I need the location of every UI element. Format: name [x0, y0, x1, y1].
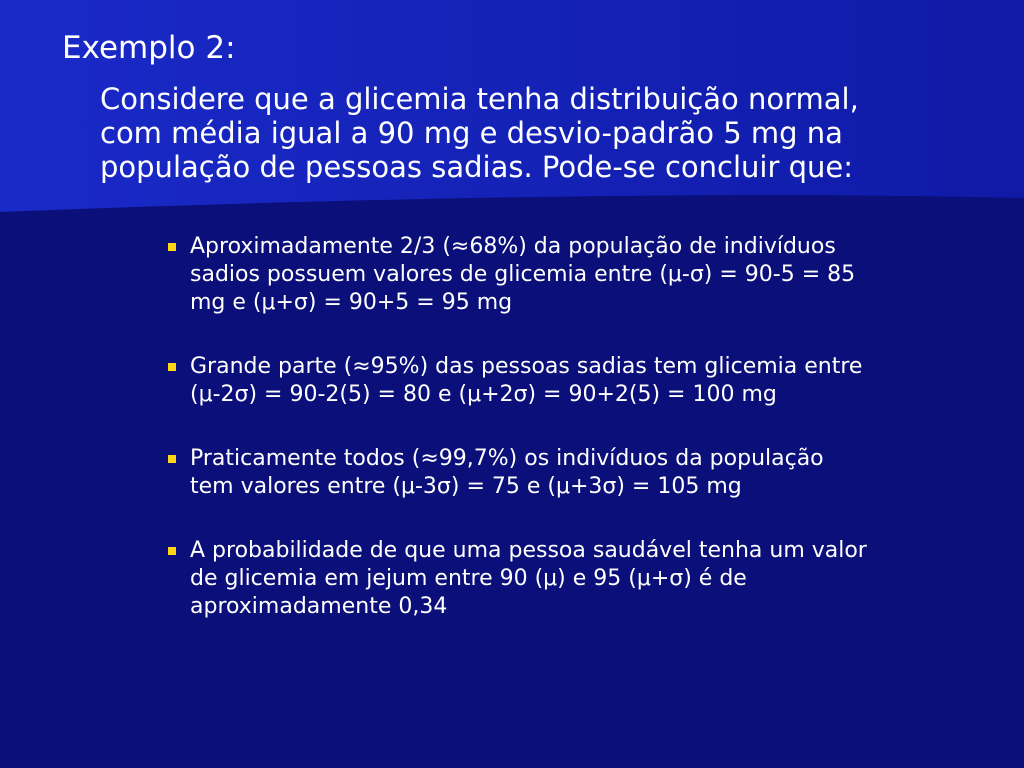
- intro-line: com média igual a 90 mg e desvio-padrão 5 mg na: [100, 116, 843, 150]
- intro-paragraph: [100, 82, 980, 184]
- list-item: [162, 537, 992, 621]
- bullet-line: sadios possuem valores de glicemia entre (μ-σ) = 90-5 = 85: [190, 262, 856, 287]
- conclusion-list: [162, 233, 992, 621]
- square-bullet-icon: [168, 363, 176, 371]
- bullet-line: Praticamente todos (≈99,7%) os indivíduos da população: [190, 446, 824, 471]
- intro-line: Considere que a glicemia tenha distribuição normal,: [100, 82, 859, 116]
- square-bullet-icon: [168, 455, 176, 463]
- bullet-line: mg e (μ+σ) = 90+5 = 95 mg: [190, 290, 513, 315]
- bullet-line: aproximadamente 0,34: [190, 594, 448, 619]
- square-bullet-icon: [168, 547, 176, 555]
- list-item: [162, 233, 992, 317]
- intro-line: população de pessoas sadias. Pode-se concluir que:: [100, 150, 854, 184]
- slide-title: Exemplo 2:: [62, 30, 236, 66]
- bullet-line: (μ-2σ) = 90-2(5) = 80 e (μ+2σ) = 90+2(5) = 100 mg: [190, 382, 777, 407]
- bullet-line: A probabilidade de que uma pessoa saudável tenha um valor: [190, 538, 867, 563]
- bullet-line: Grande parte (≈95%) das pessoas sadias tem glicemia entre: [190, 354, 863, 379]
- bullet-line: de glicemia em jejum entre 90 (μ) e 95 (μ+σ) é de: [190, 566, 747, 591]
- square-bullet-icon: [168, 243, 176, 251]
- list-item: [162, 445, 992, 501]
- list-item: [162, 353, 992, 409]
- bullet-line: tem valores entre (μ-3σ) = 75 e (μ+3σ) = 105 mg: [190, 474, 742, 499]
- bullet-line: Aproximadamente 2/3 (≈68%) da população de indivíduos: [190, 234, 836, 259]
